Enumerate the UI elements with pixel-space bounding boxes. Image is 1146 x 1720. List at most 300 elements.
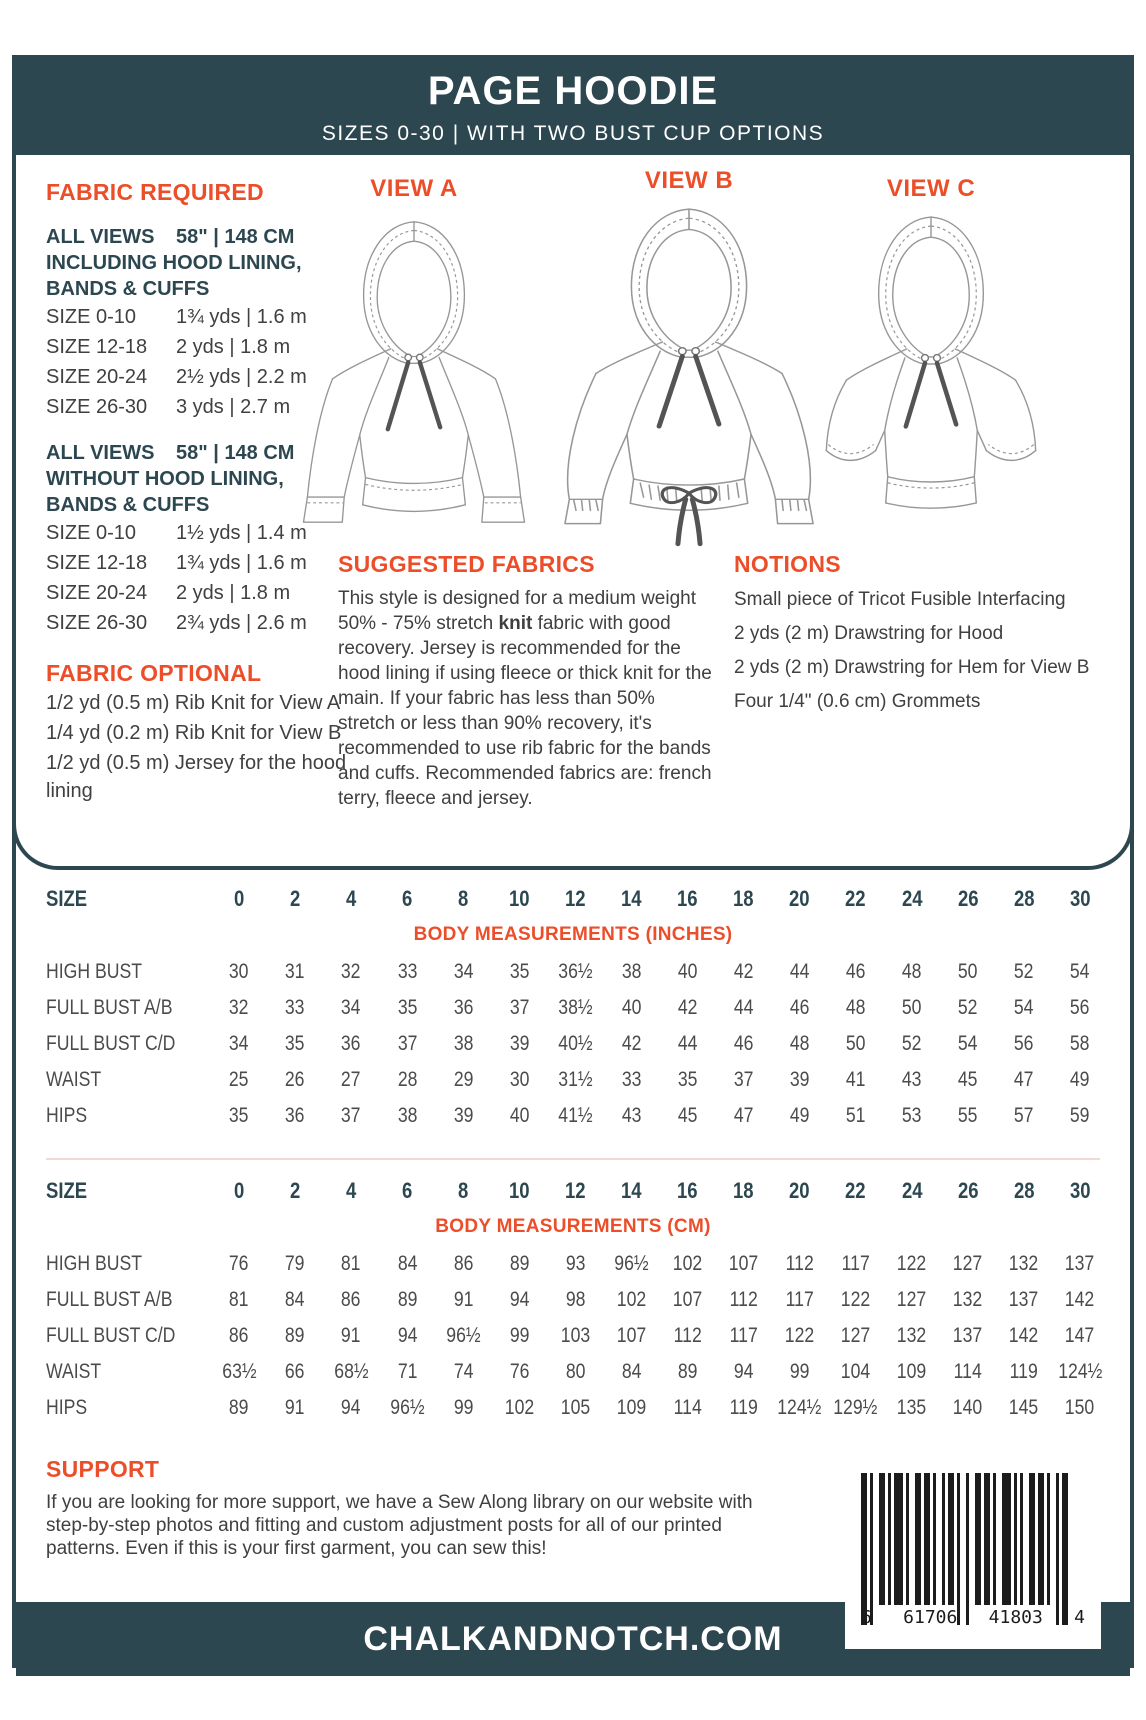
barcode-bar (1002, 1473, 1011, 1605)
measurement-name: HIGH BUST (46, 960, 143, 983)
measurement-row (16, 1098, 1130, 1134)
measurement-value: 29 (453, 1068, 474, 1091)
measurement-row (16, 954, 1130, 990)
measurement-value: 32 (341, 960, 361, 983)
measurement-value: 46 (845, 960, 866, 983)
size-header-value: 26 (957, 1178, 979, 1203)
measurement-value: 36½ (558, 960, 593, 983)
measurement-name: FULL BUST A/B (46, 1288, 173, 1311)
size-header-value: 30 (1069, 886, 1091, 911)
size-header-value: 4 (346, 886, 357, 911)
measurement-value: 49 (789, 1104, 810, 1127)
measurement-value: 89 (229, 1396, 249, 1419)
size-header-value: 24 (901, 1178, 923, 1203)
measurement-value: 35 (677, 1068, 698, 1091)
measurement-name: WAIST (46, 1068, 102, 1091)
view-c-label: VIEW C (886, 175, 976, 202)
measurement-value: 35 (397, 996, 418, 1019)
measurement-value: 102 (504, 1396, 535, 1419)
barcode-bar (1038, 1473, 1044, 1605)
measurement-value: 105 (560, 1396, 591, 1419)
measurement-value: 109 (616, 1396, 647, 1419)
measurement-value: 36 (453, 996, 474, 1019)
view-a-label: VIEW A (370, 175, 458, 202)
header-band (16, 59, 1130, 155)
measurement-row (16, 1026, 1130, 1062)
page-subtitle: SIZES 0-30 | WITH TWO BUST CUP OPTIONS (321, 121, 825, 145)
measurement-value: 44 (677, 1032, 698, 1055)
measurement-value: 94 (341, 1396, 361, 1419)
fabric-optional-line: 1/2 yd (0.5 m) Jersey for the hood lining (46, 752, 347, 802)
support-heading: SUPPORT (46, 1456, 160, 1482)
measurement-value: 91 (341, 1324, 361, 1347)
measurement-value: 107 (616, 1324, 647, 1347)
fabric-block-width: 58" | 148 CM (176, 226, 295, 248)
barcode-bars (861, 1473, 1101, 1625)
measurement-value: 89 (397, 1288, 418, 1311)
measurement-row (16, 1246, 1130, 1282)
size-header-value: 28 (1013, 886, 1035, 911)
size-header-value: 12 (565, 886, 586, 911)
measurement-value: 132 (953, 1288, 983, 1311)
barcode-bar (957, 1473, 960, 1625)
barcode-bar (975, 1473, 981, 1605)
yardage-row (46, 608, 348, 638)
measurement-value: 81 (341, 1252, 361, 1275)
measurement-value: 36 (285, 1104, 305, 1127)
info-card (12, 155, 1134, 870)
size-header-value: 2 (289, 886, 301, 911)
measurement-row (16, 1062, 1130, 1098)
size-header-value: 20 (789, 886, 810, 911)
measurement-value: 52 (901, 1032, 922, 1055)
size-header-value: 20 (789, 1178, 810, 1203)
measurement-value: 40 (621, 996, 642, 1019)
measurement-row (16, 1318, 1130, 1354)
measurement-value: 91 (285, 1396, 305, 1419)
measurement-value: 38½ (558, 996, 593, 1019)
barcode-digit: 6 (861, 1607, 872, 1628)
measurement-value: 127 (840, 1324, 871, 1347)
measurement-value: 39 (453, 1104, 474, 1127)
measurement-value: 33 (621, 1068, 642, 1091)
size-header-value: 12 (565, 1178, 586, 1203)
yardage-amount: 1¾ yds | 1.6 m (176, 552, 307, 574)
yardage-size: SIZE 26-30 (46, 612, 148, 634)
measurement-value: 129½ (833, 1396, 878, 1419)
measurement-value: 102 (672, 1252, 703, 1275)
measurement-value: 112 (673, 1324, 702, 1347)
measurement-value: 94 (397, 1324, 418, 1347)
size-header-value: 10 (509, 1178, 530, 1203)
measurement-value: 47 (1014, 1068, 1034, 1091)
measurement-value: 27 (341, 1068, 361, 1091)
measurement-value: 122 (840, 1288, 871, 1311)
measurement-value: 112 (729, 1288, 758, 1311)
barcode-bar (888, 1473, 891, 1605)
size-header-value: 4 (346, 1178, 357, 1203)
size-header-value: 24 (901, 886, 923, 911)
barcode-bar (1029, 1473, 1035, 1605)
fabric-block-desc: WITHOUT HOOD LINING, (46, 468, 284, 490)
page-title: PAGE HOODIE (427, 68, 719, 113)
knit-emphasis: knit (498, 613, 533, 634)
yardage-size: SIZE 26-30 (46, 396, 148, 418)
barcode-digit: 61706 (903, 1607, 958, 1628)
measurement-value: 37 (733, 1068, 754, 1091)
measurement-value: 127 (897, 1288, 927, 1311)
measurement-value: 142 (1065, 1288, 1095, 1311)
barcode-bar (924, 1473, 930, 1605)
measurement-value: 37 (509, 996, 530, 1019)
size-header-value: 18 (733, 1178, 754, 1203)
measurement-value: 38 (397, 1104, 418, 1127)
measurement-name: HIPS (46, 1396, 88, 1419)
measurement-value: 117 (841, 1252, 870, 1275)
yardage-size: SIZE 20-24 (46, 366, 148, 388)
measurement-value: 58 (1070, 1032, 1090, 1055)
barcode-bar (966, 1473, 969, 1625)
barcode-bar (861, 1473, 867, 1625)
measurement-value: 54 (1014, 996, 1034, 1019)
notion-item: Small piece of Tricot Fusible Interfacing (734, 589, 1066, 610)
fabric-block-desc: BANDS & CUFFS (46, 278, 210, 300)
measurement-value: 54 (958, 1032, 978, 1055)
measurement-value: 50 (845, 1032, 866, 1055)
yardage-amount: 2¾ yds | 2.6 m (176, 612, 307, 634)
barcode-bar (993, 1473, 996, 1605)
barcode-digits (861, 1607, 1089, 1628)
yardage-size: SIZE 0-10 (46, 522, 137, 544)
size-header-value: 16 (677, 886, 698, 911)
measurement-value: 51 (845, 1104, 866, 1127)
measurement-value: 109 (897, 1360, 927, 1383)
barcode (845, 1463, 1101, 1649)
barcode-bar (1020, 1473, 1023, 1605)
measurement-value: 35 (285, 1032, 305, 1055)
measurement-value: 50 (958, 960, 978, 983)
measurement-value: 31½ (558, 1068, 593, 1091)
measurement-value: 91 (453, 1288, 474, 1311)
measurement-value: 94 (509, 1288, 530, 1311)
notion-item: Four 1/4" (0.6 cm) Grommets (734, 691, 981, 712)
measurement-value: 56 (1070, 996, 1090, 1019)
measurement-value: 28 (397, 1068, 418, 1091)
measurement-value: 86 (229, 1324, 249, 1347)
size-header-row (16, 1174, 1130, 1208)
measurement-value: 50 (901, 996, 922, 1019)
barcode-bar (942, 1473, 945, 1605)
measurement-section-label: BODY MEASUREMENTS (CM) (435, 1216, 711, 1237)
yardage-amount: 3 yds | 2.7 m (176, 396, 291, 418)
size-header-value: 0 (233, 886, 245, 911)
measurement-value: 140 (953, 1396, 983, 1419)
measurement-value: 132 (1009, 1252, 1039, 1275)
measurement-value: 47 (733, 1104, 754, 1127)
notions-section (734, 551, 1110, 714)
measurement-value: 122 (897, 1252, 927, 1275)
fabric-block-desc: INCLUDING HOOD LINING, (46, 252, 302, 274)
size-header-value: 6 (402, 1178, 413, 1203)
size-header-value: 10 (509, 886, 530, 911)
barcode-digit: 41803 (988, 1607, 1043, 1628)
yardage-size: SIZE 12-18 (46, 552, 148, 574)
yardage-size: SIZE 12-18 (46, 336, 148, 358)
notions-heading: NOTIONS (734, 551, 841, 577)
barcode-bar (879, 1473, 885, 1605)
measurement-value: 46 (789, 996, 810, 1019)
measurement-value: 119 (729, 1396, 758, 1419)
measurement-value: 41½ (558, 1104, 593, 1127)
suggested-fabrics-body: This style is designed for a medium weight 50% - 75% stretch knit fabric with good recovery. Jersey is recommended for the hood lining if using fleece or thick knit for the main. If your fabric has less than 50% stretch or less than 90% recovery, it's recommended to use rib fabric for the bands and cuffs. Recommended fabrics are: french terry, fleece and jersey. (338, 588, 712, 809)
size-table-1 (16, 882, 1130, 1134)
measurement-value: 31 (285, 960, 305, 983)
barcode-digit: 4 (1074, 1607, 1085, 1628)
measurement-row (16, 1390, 1130, 1426)
measurement-value: 124½ (1057, 1360, 1103, 1383)
measurement-name: FULL BUST C/D (46, 1324, 176, 1347)
suggested-fabrics-heading: SUGGESTED FABRICS (338, 551, 595, 577)
measurement-value: 94 (733, 1360, 754, 1383)
support-body: If you are looking for more support, we have a Sew Along library on our website with step-by-step photos and fitting and custom adjustment posts for all of our printed patterns. Even if this is your first garment, you can sew this! (46, 1492, 753, 1559)
size-header-value: 16 (677, 1178, 698, 1203)
measurement-value: 142 (1009, 1324, 1039, 1347)
measurement-value: 39 (789, 1068, 810, 1091)
fabric-optional-lines (46, 689, 348, 805)
size-header-value: 0 (233, 1178, 245, 1203)
measurement-value: 99 (789, 1360, 810, 1383)
measurement-value: 132 (897, 1324, 927, 1347)
yardage-amount: 1¾ yds | 1.6 m (176, 306, 307, 328)
barcode-bar (915, 1473, 921, 1605)
measurement-value: 122 (784, 1324, 815, 1347)
measurement-value: 37 (341, 1104, 361, 1127)
measurement-value: 84 (621, 1360, 642, 1383)
yardage-amount: 1½ yds | 1.4 m (176, 522, 307, 544)
measurement-value: 43 (621, 1104, 642, 1127)
size-header-value: 14 (621, 886, 642, 911)
measurement-value: 33 (285, 996, 305, 1019)
measurement-value: 145 (1009, 1396, 1039, 1419)
measurement-value: 96½ (390, 1396, 425, 1419)
measurement-value: 104 (840, 1360, 871, 1383)
measurement-value: 38 (453, 1032, 474, 1055)
barcode-bar (948, 1473, 954, 1605)
size-header-value: 14 (621, 1178, 642, 1203)
measurement-value: 117 (729, 1324, 758, 1347)
measurement-value: 43 (901, 1068, 922, 1091)
view-b-label: VIEW B (644, 167, 734, 194)
view-c (791, 175, 1071, 519)
measurement-value: 38 (621, 960, 642, 983)
barcode-bar (870, 1473, 873, 1625)
size-header-value: 22 (845, 886, 866, 911)
measurement-value: 54 (1070, 960, 1090, 983)
fabric-optional-line: 1/4 yd (0.2 m) Rib Knit for View B (46, 722, 342, 744)
measurement-value: 63½ (221, 1360, 257, 1383)
measurement-value: 35 (229, 1104, 249, 1127)
fabric-block-views-label: ALL VIEWS (46, 226, 155, 248)
measurement-value: 81 (229, 1288, 249, 1311)
fabric-required-heading: FABRIC REQUIRED (46, 179, 264, 205)
measurement-value: 48 (789, 1032, 810, 1055)
measurement-value: 79 (285, 1252, 305, 1275)
measurement-value: 89 (677, 1360, 698, 1383)
measurement-row (16, 1354, 1130, 1390)
barcode-bar (1062, 1473, 1068, 1625)
size-header-value: 22 (845, 1178, 866, 1203)
measurement-value: 117 (785, 1288, 814, 1311)
measurement-value: 137 (953, 1324, 983, 1347)
notions-list (734, 587, 1110, 714)
measurement-value: 102 (616, 1288, 647, 1311)
fabric-block-desc: BANDS & CUFFS (46, 494, 210, 516)
measurement-value: 84 (285, 1288, 305, 1311)
barcode-bar (984, 1473, 990, 1605)
measurement-value: 98 (565, 1288, 586, 1311)
measurement-value: 107 (672, 1288, 703, 1311)
measurement-value: 49 (1070, 1068, 1090, 1091)
measurement-value: 26 (285, 1068, 305, 1091)
support-section (46, 1456, 758, 1560)
measurement-value: 96½ (614, 1252, 649, 1275)
measurement-value: 89 (509, 1252, 530, 1275)
yardage-amount: 2 yds | 1.8 m (176, 336, 291, 358)
measurement-value: 76 (229, 1252, 249, 1275)
measurement-value: 48 (901, 960, 922, 983)
measurement-value: 96½ (446, 1324, 481, 1347)
measurement-value: 86 (453, 1252, 474, 1275)
view-c-illustration (800, 207, 1062, 519)
size-header-value: 18 (733, 886, 754, 911)
measurement-value: 42 (677, 996, 698, 1019)
measurement-value: 74 (453, 1360, 474, 1383)
measurement-value: 66 (285, 1360, 305, 1383)
measurement-value: 53 (901, 1104, 922, 1127)
fabric-block-width: 58" | 148 CM (176, 442, 295, 464)
measurement-value: 34 (453, 960, 474, 983)
measurement-name: WAIST (46, 1360, 102, 1383)
website-url: CHALKANDNOTCH.COM (363, 1619, 783, 1658)
measurement-value: 25 (229, 1068, 249, 1091)
measurement-value: 41 (845, 1068, 866, 1091)
measurement-value: 52 (958, 996, 978, 1019)
fabric-optional-heading: FABRIC OPTIONAL (46, 660, 262, 686)
measurement-value: 84 (397, 1252, 418, 1275)
measurement-value: 99 (453, 1396, 474, 1419)
measurement-value: 42 (733, 960, 754, 983)
barcode-bar (1014, 1473, 1017, 1605)
measurement-value: 119 (1009, 1360, 1038, 1383)
measurement-value: 44 (789, 960, 810, 983)
size-header-value: 26 (957, 886, 979, 911)
measurement-value: 30 (509, 1068, 530, 1091)
size-header-row (16, 882, 1130, 916)
suggested-fabrics-section (338, 551, 716, 811)
notion-item: 2 yds (2 m) Drawstring for Hem for View B (734, 657, 1090, 678)
measurement-value: 44 (733, 996, 754, 1019)
measurement-value: 36 (341, 1032, 361, 1055)
measurement-value: 55 (958, 1104, 978, 1127)
fabric-optional-line: 1/2 yd (0.5 m) Rib Knit for View A (46, 692, 341, 714)
size-header-label: SIZE (46, 886, 88, 911)
size-header-value: 8 (458, 886, 469, 911)
measurement-value: 93 (565, 1252, 586, 1275)
size-header-value: 2 (289, 1178, 301, 1203)
size-header-value: 28 (1013, 1178, 1035, 1203)
measurement-value: 103 (560, 1324, 591, 1347)
measurement-value: 39 (509, 1032, 530, 1055)
measurement-row (16, 1282, 1130, 1318)
fabric-block-views-label: ALL VIEWS (46, 442, 155, 464)
pattern-envelope-back (12, 55, 1134, 1668)
measurement-value: 114 (673, 1396, 702, 1419)
measurement-value: 76 (509, 1360, 530, 1383)
notion-item: 2 yds (2 m) Drawstring for Hood (734, 623, 1004, 644)
measurement-name: FULL BUST C/D (46, 1032, 176, 1055)
measurement-value: 42 (621, 1032, 642, 1055)
size-header-value: 8 (458, 1178, 469, 1203)
measurement-value: 71 (397, 1360, 418, 1383)
barcode-bar (933, 1473, 936, 1605)
barcode-bar (1047, 1473, 1050, 1605)
measurement-value: 107 (728, 1252, 759, 1275)
measurement-name: HIPS (46, 1104, 88, 1127)
measurement-section-label: BODY MEASUREMENTS (INCHES) (413, 924, 733, 945)
measurement-value: 127 (953, 1252, 983, 1275)
measurement-value: 57 (1014, 1104, 1034, 1127)
measurement-value: 124½ (777, 1396, 822, 1419)
measurement-value: 52 (1014, 960, 1034, 983)
measurement-value: 40 (509, 1104, 530, 1127)
yardage-amount: 2½ yds | 2.2 m (176, 366, 307, 388)
measurement-value: 137 (1065, 1252, 1095, 1275)
measurement-value: 48 (845, 996, 866, 1019)
measurement-value: 33 (397, 960, 418, 983)
measurement-value: 135 (897, 1396, 927, 1419)
size-table-2 (16, 1174, 1130, 1426)
measurement-value: 114 (953, 1360, 982, 1383)
measurement-value: 46 (733, 1032, 754, 1055)
measurement-value: 45 (958, 1068, 978, 1091)
view-a (286, 175, 542, 537)
measurement-value: 34 (229, 1032, 249, 1055)
measurement-value: 112 (785, 1252, 814, 1275)
measurement-value: 32 (229, 996, 249, 1019)
measurement-value: 59 (1070, 1104, 1090, 1127)
measurement-value: 40½ (558, 1032, 593, 1055)
barcode-bar (894, 1473, 903, 1605)
measurement-value: 45 (677, 1104, 698, 1127)
measurement-value: 40 (677, 960, 698, 983)
measurement-name: HIGH BUST (46, 1252, 143, 1275)
measurement-value: 147 (1065, 1324, 1095, 1347)
measurement-value: 86 (341, 1288, 361, 1311)
yardage-size: SIZE 0-10 (46, 306, 137, 328)
measurement-value: 68½ (333, 1360, 369, 1383)
measurement-value: 137 (1009, 1288, 1039, 1311)
table-divider (46, 1158, 1100, 1160)
yardage-amount: 2 yds | 1.8 m (176, 582, 291, 604)
size-header-value: 30 (1069, 1178, 1091, 1203)
measurement-value: 80 (565, 1360, 586, 1383)
yardage-size: SIZE 20-24 (46, 582, 148, 604)
size-header-value: 6 (402, 886, 413, 911)
measurement-value: 37 (397, 1032, 418, 1055)
size-header-label: SIZE (46, 1178, 88, 1203)
measurement-value: 99 (509, 1324, 530, 1347)
measurement-name: FULL BUST A/B (46, 996, 173, 1019)
